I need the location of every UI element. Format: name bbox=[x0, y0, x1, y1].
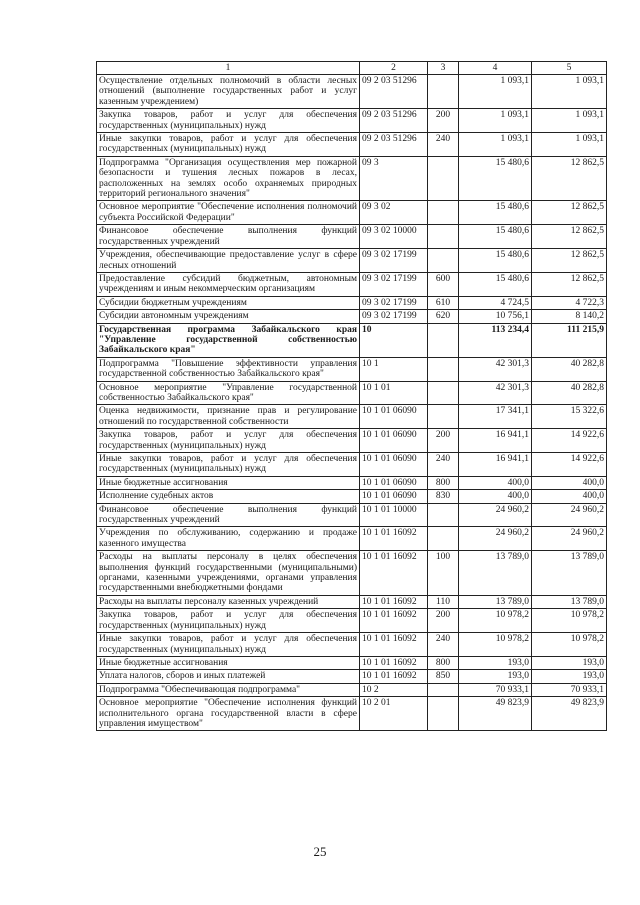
column-header: 2 bbox=[360, 62, 428, 75]
expense-type: 800 bbox=[428, 476, 459, 489]
amount-year-2: 10 978,2 bbox=[532, 633, 607, 657]
expense-type bbox=[428, 405, 459, 429]
column-header: 1 bbox=[97, 62, 360, 75]
row-name: Основное мероприятие "Обеспечение исполнения функций исполнительного органа государственной власти в сфере управления имуществом" bbox=[97, 697, 360, 731]
amount-year-2: 400,0 bbox=[532, 490, 607, 503]
amount-year-2: 24 960,2 bbox=[532, 503, 607, 527]
column-header: 5 bbox=[532, 62, 607, 75]
amount-year-2: 1 093,1 bbox=[532, 75, 607, 109]
amount-year-1: 16 941,1 bbox=[459, 429, 532, 453]
expense-type bbox=[428, 323, 459, 357]
row-name: Закупка товаров, работ и услуг для обеспечения государственных (муниципальных) нужд bbox=[97, 109, 360, 133]
budget-code: 09 3 02 17199 bbox=[360, 272, 428, 296]
amount-year-1: 42 301,3 bbox=[459, 357, 532, 381]
budget-code: 09 3 02 17199 bbox=[360, 310, 428, 323]
expense-type: 100 bbox=[428, 551, 459, 596]
amount-year-2: 49 823,9 bbox=[532, 697, 607, 731]
budget-code: 10 1 01 16092 bbox=[360, 656, 428, 669]
table-row bbox=[97, 272, 607, 296]
amount-year-2: 193,0 bbox=[532, 656, 607, 669]
amount-year-2: 40 282,8 bbox=[532, 381, 607, 405]
amount-year-1: 24 960,2 bbox=[459, 527, 532, 551]
amount-year-1: 13 789,0 bbox=[459, 551, 532, 596]
amount-year-1: 10 756,1 bbox=[459, 310, 532, 323]
budget-code: 10 1 bbox=[360, 357, 428, 381]
budget-code: 10 1 01 06090 bbox=[360, 476, 428, 489]
budget-code: 09 2 03 51296 bbox=[360, 109, 428, 133]
row-name: Расходы на выплаты персоналу казенных учреждений bbox=[97, 595, 360, 608]
amount-year-2: 12 862,5 bbox=[532, 156, 607, 201]
amount-year-1: 42 301,3 bbox=[459, 381, 532, 405]
amount-year-1: 193,0 bbox=[459, 656, 532, 669]
amount-year-1: 70 933,1 bbox=[459, 683, 532, 696]
amount-year-1: 1 093,1 bbox=[459, 109, 532, 133]
table-row bbox=[97, 310, 607, 323]
table-row bbox=[97, 633, 607, 657]
amount-year-2: 70 933,1 bbox=[532, 683, 607, 696]
expense-type bbox=[428, 249, 459, 273]
budget-code: 09 3 02 17199 bbox=[360, 249, 428, 273]
table-row bbox=[97, 670, 607, 683]
expense-type: 200 bbox=[428, 609, 459, 633]
row-name: Осуществление отдельных полномочий в области лесных отношений (выполнение государственных работ и услуг казенным учреждением) bbox=[97, 75, 360, 109]
budget-code: 10 2 01 bbox=[360, 697, 428, 731]
amount-year-2: 1 093,1 bbox=[532, 109, 607, 133]
row-name: Подпрограмма "Повышение эффективности управления государственной собственностью Забайкальского края" bbox=[97, 357, 360, 381]
row-name: Субсидии автономным учреждениям bbox=[97, 310, 360, 323]
amount-year-2: 40 282,8 bbox=[532, 357, 607, 381]
page-number: 25 bbox=[313, 844, 327, 859]
amount-year-1: 15 480,6 bbox=[459, 272, 532, 296]
table-row bbox=[97, 595, 607, 608]
expense-type bbox=[428, 503, 459, 527]
budget-code: 09 3 02 bbox=[360, 201, 428, 225]
row-name: Иные бюджетные ассигнования bbox=[97, 476, 360, 489]
amount-year-1: 10 978,2 bbox=[459, 609, 532, 633]
amount-year-1: 193,0 bbox=[459, 670, 532, 683]
table-row bbox=[97, 75, 607, 109]
budget-code: 10 1 01 16092 bbox=[360, 633, 428, 657]
row-name: Иные закупки товаров, работ и услуг для обеспечения государственных (муниципальных) нужд bbox=[97, 133, 360, 157]
expense-type: 850 bbox=[428, 670, 459, 683]
expense-type: 200 bbox=[428, 109, 459, 133]
row-name: Подпрограмма "Организация осуществления мер пожарной безопасности и тушения лесных пожаров в лесах, расположенных на землях особо охраняемых природных территорий регионального значения" bbox=[97, 156, 360, 201]
budget-code: 09 2 03 51296 bbox=[360, 75, 428, 109]
table-row bbox=[97, 609, 607, 633]
expense-type bbox=[428, 381, 459, 405]
budget-code: 10 1 01 16092 bbox=[360, 527, 428, 551]
amount-year-2: 12 862,5 bbox=[532, 249, 607, 273]
expense-type: 610 bbox=[428, 296, 459, 309]
table-row bbox=[97, 551, 607, 596]
budget-code: 10 1 01 06090 bbox=[360, 453, 428, 477]
table-row bbox=[97, 249, 607, 273]
row-name: Основное мероприятие "Управление государственной собственностью Забайкальского края" bbox=[97, 381, 360, 405]
amount-year-2: 8 140,2 bbox=[532, 310, 607, 323]
table-row bbox=[97, 323, 607, 357]
expense-type: 620 bbox=[428, 310, 459, 323]
amount-year-2: 13 789,0 bbox=[532, 595, 607, 608]
column-header: 4 bbox=[459, 62, 532, 75]
row-name: Оценка недвижимости, признание прав и регулирование отношений по государственной собственности bbox=[97, 405, 360, 429]
expense-type: 240 bbox=[428, 453, 459, 477]
budget-table bbox=[96, 61, 607, 731]
expense-type: 110 bbox=[428, 595, 459, 608]
table-row bbox=[97, 133, 607, 157]
expense-type bbox=[428, 156, 459, 201]
row-name: Подпрограмма "Обеспечивающая подпрограмма" bbox=[97, 683, 360, 696]
amount-year-2: 15 322,6 bbox=[532, 405, 607, 429]
budget-code: 10 bbox=[360, 323, 428, 357]
row-name: Субсидии бюджетным учреждениям bbox=[97, 296, 360, 309]
row-name: Иные закупки товаров, работ и услуг для обеспечения государственных (муниципальных) нужд bbox=[97, 633, 360, 657]
row-name: Закупка товаров, работ и услуг для обеспечения государственных (муниципальных) нужд bbox=[97, 609, 360, 633]
expense-type bbox=[428, 683, 459, 696]
expense-type bbox=[428, 75, 459, 109]
table-body bbox=[97, 75, 607, 731]
amount-year-2: 193,0 bbox=[532, 670, 607, 683]
amount-year-1: 10 978,2 bbox=[459, 633, 532, 657]
header-row bbox=[97, 62, 607, 75]
amount-year-2: 111 215,9 bbox=[532, 323, 607, 357]
table-row bbox=[97, 429, 607, 453]
budget-code: 10 1 01 16092 bbox=[360, 609, 428, 633]
amount-year-1: 15 480,6 bbox=[459, 249, 532, 273]
expense-type: 240 bbox=[428, 133, 459, 157]
table-row bbox=[97, 527, 607, 551]
amount-year-2: 14 922,6 bbox=[532, 453, 607, 477]
row-name: Финансовое обеспечение выполнения функций государственных учреждений bbox=[97, 503, 360, 527]
budget-code: 09 3 02 17199 bbox=[360, 296, 428, 309]
table-row bbox=[97, 476, 607, 489]
budget-code: 10 1 01 bbox=[360, 381, 428, 405]
expense-type bbox=[428, 201, 459, 225]
budget-code: 10 1 01 16092 bbox=[360, 595, 428, 608]
table-row bbox=[97, 405, 607, 429]
amount-year-1: 1 093,1 bbox=[459, 75, 532, 109]
amount-year-1: 49 823,9 bbox=[459, 697, 532, 731]
budget-code: 10 1 01 16092 bbox=[360, 670, 428, 683]
budget-code: 10 1 01 06090 bbox=[360, 490, 428, 503]
table-row bbox=[97, 357, 607, 381]
amount-year-2: 12 862,5 bbox=[532, 272, 607, 296]
budget-code: 09 2 03 51296 bbox=[360, 133, 428, 157]
expense-type bbox=[428, 527, 459, 551]
expense-type: 800 bbox=[428, 656, 459, 669]
amount-year-1: 24 960,2 bbox=[459, 503, 532, 527]
table-row bbox=[97, 656, 607, 669]
row-name: Учреждения по обслуживанию, содержанию и продаже казенного имущества bbox=[97, 527, 360, 551]
budget-code: 09 3 bbox=[360, 156, 428, 201]
table-row bbox=[97, 156, 607, 201]
column-header: 3 bbox=[428, 62, 459, 75]
row-name: Уплата налогов, сборов и иных платежей bbox=[97, 670, 360, 683]
amount-year-2: 1 093,1 bbox=[532, 133, 607, 157]
expense-type: 240 bbox=[428, 633, 459, 657]
expense-type: 600 bbox=[428, 272, 459, 296]
table-row bbox=[97, 697, 607, 731]
table-row bbox=[97, 109, 607, 133]
expense-type bbox=[428, 697, 459, 731]
row-name: Государственная программа Забайкальского края "Управление государственной собственностью Забайкальского края" bbox=[97, 323, 360, 357]
budget-code: 09 3 02 10000 bbox=[360, 225, 428, 249]
amount-year-1: 4 724,5 bbox=[459, 296, 532, 309]
table-row bbox=[97, 201, 607, 225]
row-name: Расходы на выплаты персоналу в целях обеспечения выполнения функций государственными (муниципальными) органами, казенными учреждениями, органами управления государственными внебюджетными фондами bbox=[97, 551, 360, 596]
table-row bbox=[97, 453, 607, 477]
expense-type bbox=[428, 357, 459, 381]
amount-year-2: 10 978,2 bbox=[532, 609, 607, 633]
budget-code: 10 1 01 10000 bbox=[360, 503, 428, 527]
amount-year-1: 1 093,1 bbox=[459, 133, 532, 157]
expense-type: 830 bbox=[428, 490, 459, 503]
budget-code: 10 1 01 06090 bbox=[360, 429, 428, 453]
amount-year-2: 4 722,3 bbox=[532, 296, 607, 309]
table-row bbox=[97, 381, 607, 405]
table-row bbox=[97, 225, 607, 249]
row-name: Иные бюджетные ассигнования bbox=[97, 656, 360, 669]
row-name: Иные закупки товаров, работ и услуг для обеспечения государственных (муниципальных) нужд bbox=[97, 453, 360, 477]
amount-year-1: 15 480,6 bbox=[459, 225, 532, 249]
amount-year-1: 17 341,1 bbox=[459, 405, 532, 429]
amount-year-1: 113 234,4 bbox=[459, 323, 532, 357]
row-name: Исполнение судебных актов bbox=[97, 490, 360, 503]
expense-type bbox=[428, 225, 459, 249]
amount-year-2: 400,0 bbox=[532, 476, 607, 489]
amount-year-1: 400,0 bbox=[459, 490, 532, 503]
row-name: Закупка товаров, работ и услуг для обеспечения государственных (муниципальных) нужд bbox=[97, 429, 360, 453]
amount-year-1: 15 480,6 bbox=[459, 156, 532, 201]
amount-year-2: 12 862,5 bbox=[532, 201, 607, 225]
budget-code: 10 1 01 16092 bbox=[360, 551, 428, 596]
table-row bbox=[97, 683, 607, 696]
row-name: Предоставление субсидий бюджетным, автономным учреждениям и иным некоммерческим организациям bbox=[97, 272, 360, 296]
table-row bbox=[97, 503, 607, 527]
row-name: Учреждения, обеспечивающие предоставление услуг в сфере лесных отношений bbox=[97, 249, 360, 273]
amount-year-1: 15 480,6 bbox=[459, 201, 532, 225]
amount-year-1: 400,0 bbox=[459, 476, 532, 489]
row-name: Финансовое обеспечение выполнения функций государственных учреждений bbox=[97, 225, 360, 249]
row-name: Основное мероприятие "Обеспечение исполнения полномочий субъекта Российской Федерации" bbox=[97, 201, 360, 225]
amount-year-2: 24 960,2 bbox=[532, 527, 607, 551]
amount-year-2: 13 789,0 bbox=[532, 551, 607, 596]
amount-year-1: 13 789,0 bbox=[459, 595, 532, 608]
table-row bbox=[97, 490, 607, 503]
budget-code: 10 1 01 06090 bbox=[360, 405, 428, 429]
expense-type: 200 bbox=[428, 429, 459, 453]
amount-year-2: 12 862,5 bbox=[532, 225, 607, 249]
amount-year-1: 16 941,1 bbox=[459, 453, 532, 477]
budget-code: 10 2 bbox=[360, 683, 428, 696]
amount-year-2: 14 922,6 bbox=[532, 429, 607, 453]
table-row bbox=[97, 296, 607, 309]
